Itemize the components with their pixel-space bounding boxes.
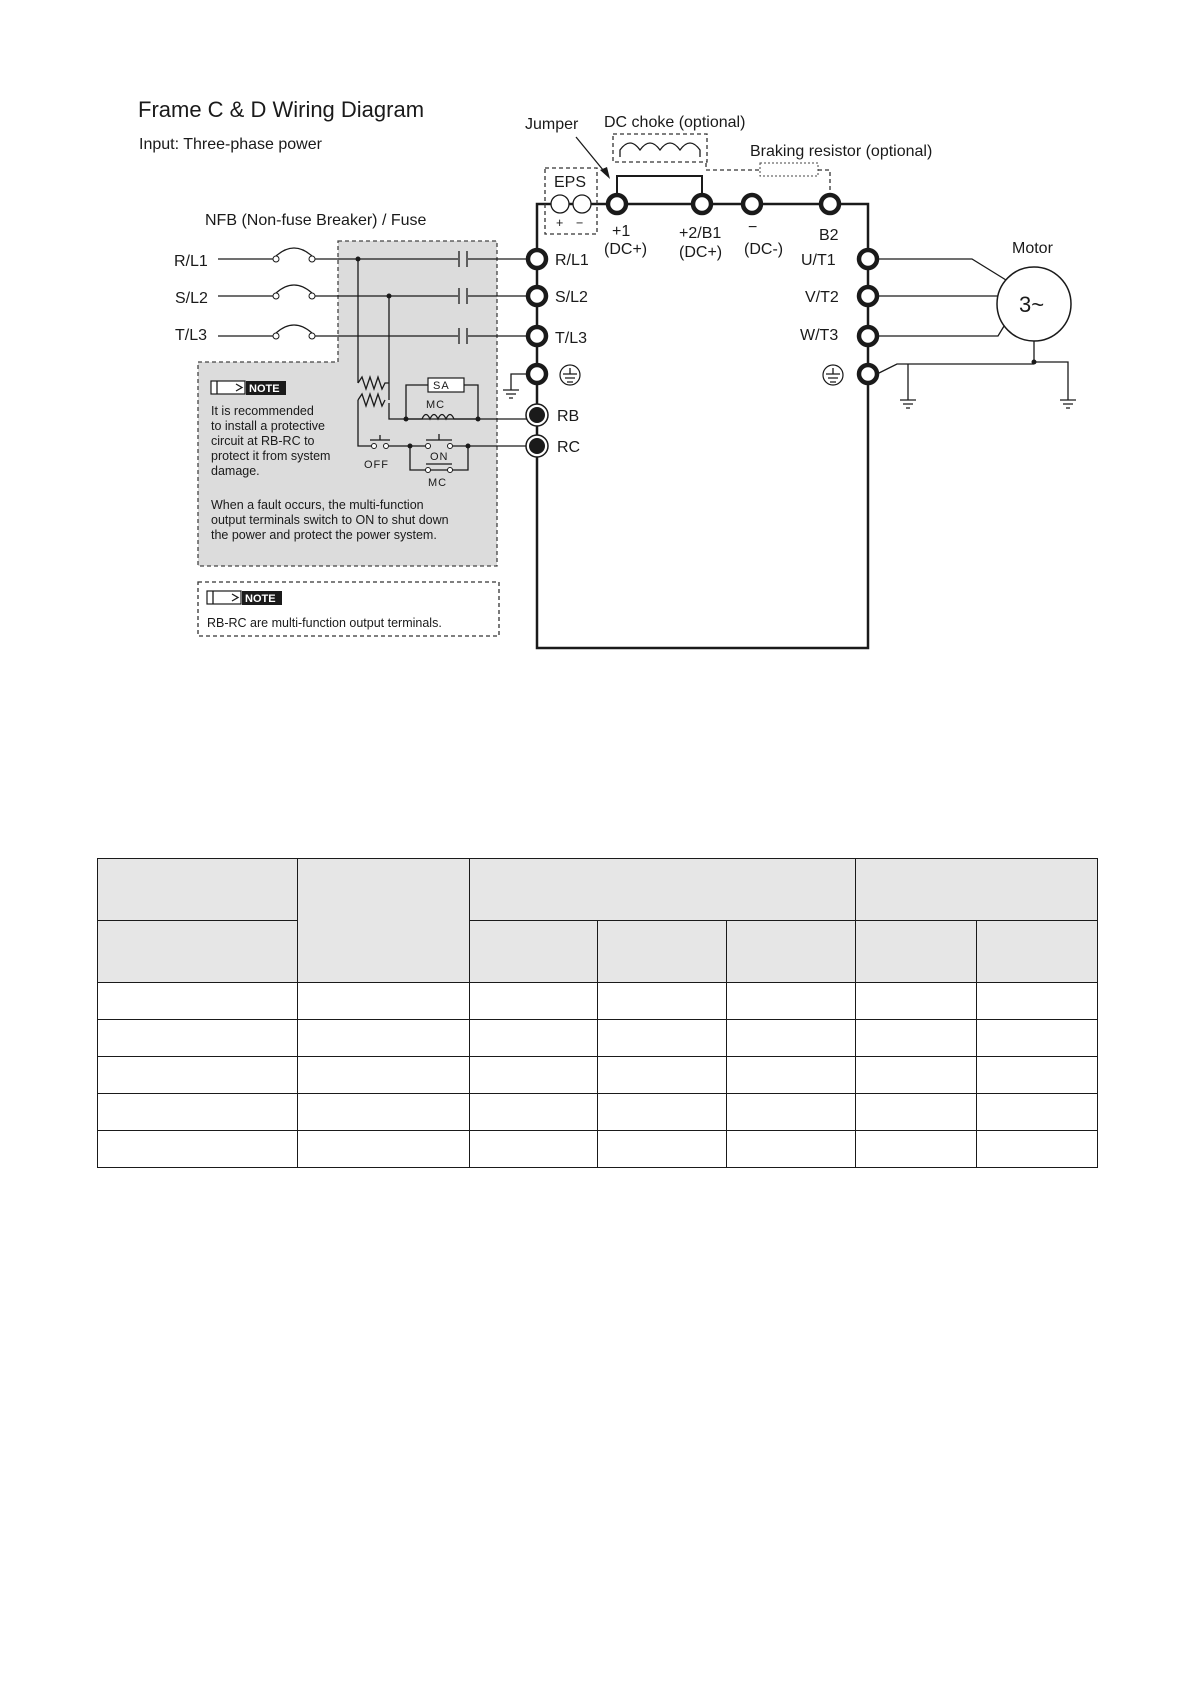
- ground-icon: [503, 374, 528, 398]
- terminal-tl3-label: T/L3: [555, 330, 588, 347]
- table-cell: [298, 983, 470, 1020]
- terminal-minus-icon: [743, 195, 761, 213]
- table-cell: [470, 983, 598, 1020]
- output-ground-wire: [877, 364, 1034, 408]
- table-cell: [856, 1131, 977, 1168]
- mc-aux-label: MC: [428, 477, 448, 489]
- diagram-title: Frame C & D Wiring Diagram: [138, 97, 425, 122]
- terminal-plus1-sub: (DC+): [604, 241, 648, 258]
- braking-resistor-label: Braking resistor (optional): [750, 143, 933, 160]
- table-cell: [598, 983, 727, 1020]
- mc-coil-label: MC: [426, 399, 446, 411]
- table-row: [98, 983, 1098, 1020]
- table-cell: [98, 1131, 298, 1168]
- table-cell: [298, 1057, 470, 1094]
- motor-ground-wire: [1034, 341, 1076, 408]
- terminal-rl1-label: R/L1: [555, 252, 589, 269]
- motor-wires: [877, 259, 1012, 336]
- table-header-row: [98, 921, 1098, 983]
- table-row: [98, 1094, 1098, 1131]
- jumper-bar: [617, 176, 702, 204]
- table-cell: [598, 1020, 727, 1057]
- note1-line: circuit at RB-RC to: [211, 434, 315, 448]
- table-cell: [470, 1057, 598, 1094]
- breaker-t-icon: [273, 325, 315, 339]
- table-header-cell: [470, 921, 598, 983]
- note1-line: protect it from system: [211, 449, 331, 463]
- terminal-b2-label: B2: [819, 227, 839, 244]
- eps-label: EPS: [554, 174, 587, 191]
- table-cell: [977, 1131, 1098, 1168]
- table-cell: [977, 1020, 1098, 1057]
- nfb-label: NFB (Non-fuse Breaker) / Fuse: [205, 212, 427, 229]
- table-header-cell: [856, 921, 977, 983]
- terminal-ut1-label: U/T1: [801, 252, 836, 269]
- table-cell: [856, 1020, 977, 1057]
- rb-label: RB: [557, 408, 580, 425]
- terminal-tl3-icon: [528, 327, 546, 345]
- table-header-cell: [727, 921, 856, 983]
- braking-resistor-icon: [760, 163, 818, 176]
- note2-line: When a fault occurs, the multi-function: [211, 498, 424, 512]
- terminal-ground-out-icon: [859, 365, 877, 383]
- junction-dot: [404, 417, 409, 422]
- note-badge-icon: [211, 381, 286, 395]
- note-badge-text: NOTE: [245, 593, 276, 605]
- jumper-label: Jumper: [525, 116, 579, 133]
- note2-line: output terminals switch to ON to shut down: [211, 513, 449, 527]
- input-label-t: T/L3: [175, 327, 208, 344]
- table-cell: [727, 1131, 856, 1168]
- breaker-s-icon: [273, 285, 315, 299]
- dc-choke-label: DC choke (optional): [604, 114, 746, 131]
- terminal-vt2-icon: [859, 287, 877, 305]
- table-header-cell: [856, 859, 1098, 921]
- input-label-r: R/L1: [174, 253, 208, 270]
- ground-symbol-icon: [823, 365, 843, 385]
- table-cell: [598, 1094, 727, 1131]
- table-cell: [856, 1057, 977, 1094]
- table-cell: [470, 1020, 598, 1057]
- terminal-b2-icon: [821, 195, 839, 213]
- terminal-minus-label: −: [748, 219, 758, 236]
- motor-label: Motor: [1012, 240, 1053, 257]
- spec-table: [97, 858, 1098, 1168]
- on-label: ON: [430, 451, 449, 463]
- terminal-plus2-icon: [693, 195, 711, 213]
- table-header-cell: [598, 921, 727, 983]
- table-cell: [977, 1094, 1098, 1131]
- table-cell: [977, 1057, 1098, 1094]
- motor-symbol: 3~: [1019, 292, 1045, 317]
- terminal-plus1-label: +1: [612, 223, 631, 240]
- table-header-cell: [98, 859, 298, 921]
- table-cell: [856, 1094, 977, 1131]
- table-cell: [98, 1094, 298, 1131]
- ground-symbol-icon: [560, 365, 580, 385]
- table-cell: [298, 1131, 470, 1168]
- off-label: OFF: [364, 459, 389, 471]
- dc-choke-icon: [620, 143, 700, 157]
- terminal-rc-icon: [529, 438, 545, 454]
- note-badge-icon: [207, 591, 282, 605]
- table-cell: [727, 1094, 856, 1131]
- table-cell: [98, 983, 298, 1020]
- terminal-wt3-label: W/T3: [800, 327, 839, 344]
- breaker-r-icon: [273, 248, 315, 262]
- terminal-ground-in-icon: [528, 365, 546, 383]
- wiring-diagram: [0, 0, 1191, 700]
- table-cell: [470, 1094, 598, 1131]
- table-cell: [856, 983, 977, 1020]
- note2-line: the power and protect the power system.: [211, 528, 437, 542]
- terminal-rb-icon: [529, 407, 545, 423]
- table-header-cell: [470, 859, 856, 921]
- table-cell: [98, 1057, 298, 1094]
- terminal-rl1-icon: [528, 250, 546, 268]
- diagram-subtitle: Input: Three-phase power: [139, 136, 322, 153]
- table-row: [98, 1020, 1098, 1057]
- note-badge-text: NOTE: [249, 383, 280, 395]
- table-header-cell: [298, 859, 470, 983]
- sa-label: SA: [433, 380, 450, 392]
- terminal-sl2-label: S/L2: [555, 289, 588, 306]
- eps-plus-terminal-icon: [551, 195, 569, 213]
- table-cell: [98, 1020, 298, 1057]
- table-row: [98, 1131, 1098, 1168]
- drive-enclosure: [537, 204, 868, 648]
- table-row: [98, 1057, 1098, 1094]
- table-cell: [598, 1131, 727, 1168]
- table-header-cell: [98, 921, 298, 983]
- input-label-s: S/L2: [175, 290, 208, 307]
- terminal-sl2-icon: [528, 287, 546, 305]
- terminal-wt3-icon: [859, 327, 877, 345]
- terminal-plus2-label: +2/B1: [679, 225, 722, 242]
- eps-minus-terminal-icon: [573, 195, 591, 213]
- table-cell: [298, 1020, 470, 1057]
- table-cell: [470, 1131, 598, 1168]
- terminal-minus-sub: (DC-): [744, 241, 784, 258]
- eps-minus-label: −: [576, 216, 584, 230]
- note3-text: RB-RC are multi-function output terminals.: [207, 616, 442, 630]
- dc-choke-box: [613, 134, 707, 162]
- table-cell: [598, 1057, 727, 1094]
- table-cell: [727, 1020, 856, 1057]
- eps-plus-label: +: [556, 216, 564, 230]
- table-cell: [727, 1057, 856, 1094]
- terminal-vt2-label: V/T2: [805, 289, 839, 306]
- terminal-plus2-sub: (DC+): [679, 244, 723, 261]
- terminal-plus1-icon: [608, 195, 626, 213]
- terminal-ut1-icon: [859, 250, 877, 268]
- note1-line: damage.: [211, 464, 260, 478]
- note1-line: It is recommended: [211, 404, 314, 418]
- table-header-cell: [977, 921, 1098, 983]
- table-cell: [298, 1094, 470, 1131]
- table-header-row: [98, 859, 1098, 921]
- table-cell: [727, 983, 856, 1020]
- note1-line: to install a protective: [211, 419, 325, 433]
- rc-label: RC: [557, 439, 581, 456]
- table-cell: [977, 983, 1098, 1020]
